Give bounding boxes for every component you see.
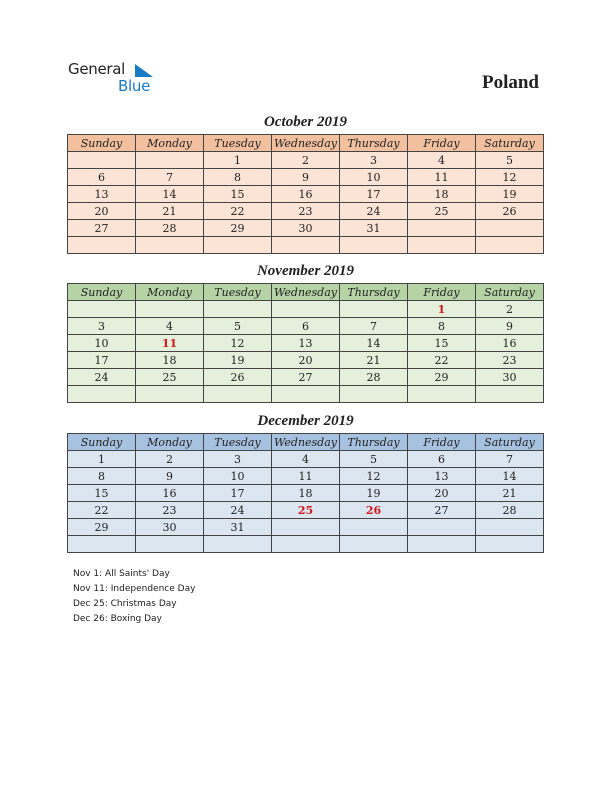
day-cell: 18 (136, 352, 204, 369)
weekday-header: Monday (136, 434, 204, 451)
day-cell: 8 (204, 169, 272, 186)
day-cell (340, 301, 408, 318)
day-cell: 11 (272, 468, 340, 485)
week-row (68, 386, 544, 403)
day-cell: 16 (476, 335, 544, 352)
day-cell (204, 536, 272, 553)
day-cell: 24 (204, 502, 272, 519)
day-cell: 23 (136, 502, 204, 519)
day-cell: 20 (272, 352, 340, 369)
day-cell: 18 (408, 186, 476, 203)
day-cell (272, 519, 340, 536)
day-cell: 22 (204, 203, 272, 220)
day-cell: 6 (408, 451, 476, 468)
day-cell (476, 220, 544, 237)
day-cell: 9 (476, 318, 544, 335)
weekday-header: Tuesday (204, 284, 272, 301)
logo-triangle-icon (133, 64, 155, 78)
month-title: December 2019 (257, 413, 354, 429)
weekday-header-row (68, 135, 544, 152)
logo (68, 60, 168, 98)
day-cell (476, 237, 544, 254)
day-cell: 25 (408, 203, 476, 220)
day-cell: 11 (408, 169, 476, 186)
day-cell: 5 (204, 318, 272, 335)
weekday-header: Wednesday (272, 135, 340, 152)
holiday-note: Dec 26: Boxing Day (73, 614, 162, 624)
week-row (68, 237, 544, 254)
day-cell (340, 519, 408, 536)
day-cell: 19 (476, 186, 544, 203)
week-row (68, 186, 544, 203)
day-cell: 7 (136, 169, 204, 186)
week-row (68, 301, 544, 318)
day-cell: 16 (272, 186, 340, 203)
day-cell: 9 (136, 468, 204, 485)
day-cell: 23 (272, 203, 340, 220)
week-row (68, 169, 544, 186)
weekday-header: Thursday (340, 284, 408, 301)
weekday-header: Friday (408, 135, 476, 152)
day-cell (68, 536, 136, 553)
weekday-header: Sunday (68, 135, 136, 152)
day-cell (340, 536, 408, 553)
day-cell: 26 (204, 369, 272, 386)
day-cell (476, 536, 544, 553)
day-cell: 30 (136, 519, 204, 536)
day-cell (68, 301, 136, 318)
day-cell: 21 (476, 485, 544, 502)
week-row (68, 352, 544, 369)
day-cell: 19 (340, 485, 408, 502)
day-cell: 28 (136, 220, 204, 237)
day-cell: 30 (272, 220, 340, 237)
day-cell: 2 (476, 301, 544, 318)
day-cell: 8 (408, 318, 476, 335)
day-cell: 12 (476, 169, 544, 186)
day-cell: 17 (68, 352, 136, 369)
day-cell: 19 (204, 352, 272, 369)
day-cell: 7 (340, 318, 408, 335)
month-december (67, 411, 544, 553)
day-cell: 13 (272, 335, 340, 352)
day-cell (340, 237, 408, 254)
day-cell: 8 (68, 468, 136, 485)
day-cell (272, 237, 340, 254)
country-title: Poland (481, 72, 539, 93)
weekday-header: Tuesday (204, 135, 272, 152)
day-cell: 21 (340, 352, 408, 369)
day-cell: 5 (340, 451, 408, 468)
week-row (68, 152, 544, 169)
day-cell (408, 220, 476, 237)
day-cell (68, 237, 136, 254)
day-cell: 30 (476, 369, 544, 386)
day-cell: 7 (476, 451, 544, 468)
day-cell: 22 (68, 502, 136, 519)
calendar-grid (67, 134, 544, 254)
day-cell: 10 (68, 335, 136, 352)
weekday-header: Friday (408, 284, 476, 301)
weekday-header: Sunday (68, 284, 136, 301)
day-cell: 17 (204, 485, 272, 502)
day-cell (136, 152, 204, 169)
day-cell: 26 (476, 203, 544, 220)
day-cell: 27 (68, 220, 136, 237)
day-cell: 10 (340, 169, 408, 186)
day-cell (136, 536, 204, 553)
day-cell: 9 (272, 169, 340, 186)
month-november (67, 261, 544, 403)
day-cell: 31 (340, 220, 408, 237)
day-cell: 25 (136, 369, 204, 386)
day-cell: 12 (340, 468, 408, 485)
weekday-header: Thursday (340, 434, 408, 451)
day-cell (204, 237, 272, 254)
day-cell: 28 (340, 369, 408, 386)
day-cell: 4 (136, 318, 204, 335)
week-row (68, 220, 544, 237)
day-cell (204, 386, 272, 403)
day-cell: 14 (136, 186, 204, 203)
day-cell: 23 (476, 352, 544, 369)
weekday-header: Friday (408, 434, 476, 451)
week-row (68, 318, 544, 335)
day-cell: 1 (204, 152, 272, 169)
weekday-header: Wednesday (272, 284, 340, 301)
day-cell: 29 (408, 369, 476, 386)
day-cell: 27 (272, 369, 340, 386)
week-row (68, 536, 544, 553)
day-cell: 11 (136, 335, 204, 352)
day-cell (408, 237, 476, 254)
week-row (68, 485, 544, 502)
holiday-note: Dec 25: Christmas Day (73, 599, 177, 609)
day-cell: 24 (340, 203, 408, 220)
day-cell: 6 (68, 169, 136, 186)
week-row (68, 369, 544, 386)
weekday-header: Monday (136, 284, 204, 301)
calendar-grid (67, 433, 544, 553)
day-cell: 3 (204, 451, 272, 468)
day-cell (272, 301, 340, 318)
week-row (68, 335, 544, 352)
week-row (68, 468, 544, 485)
day-cell: 15 (204, 186, 272, 203)
day-cell: 12 (204, 335, 272, 352)
day-cell (340, 386, 408, 403)
day-cell: 28 (476, 502, 544, 519)
week-row (68, 502, 544, 519)
holiday-note: Nov 11: Independence Day (73, 584, 196, 594)
month-title: October 2019 (264, 114, 347, 130)
logo-text-blue: Blue (118, 77, 150, 95)
day-cell: 14 (340, 335, 408, 352)
day-cell: 5 (476, 152, 544, 169)
day-cell: 16 (136, 485, 204, 502)
week-row (68, 451, 544, 468)
day-cell: 13 (408, 468, 476, 485)
weekday-header: Thursday (340, 135, 408, 152)
weekday-header: Saturday (476, 434, 544, 451)
weekday-header: Saturday (476, 284, 544, 301)
week-row (68, 203, 544, 220)
weekday-header: Tuesday (204, 434, 272, 451)
day-cell: 27 (408, 502, 476, 519)
day-cell: 3 (340, 152, 408, 169)
day-cell (68, 386, 136, 403)
month-title: November 2019 (256, 263, 355, 279)
day-cell: 18 (272, 485, 340, 502)
day-cell (408, 536, 476, 553)
day-cell: 4 (272, 451, 340, 468)
day-cell: 20 (408, 485, 476, 502)
day-cell: 17 (340, 186, 408, 203)
day-cell: 26 (340, 502, 408, 519)
calendar-grid (67, 283, 544, 403)
day-cell: 6 (272, 318, 340, 335)
logo-text-general: General (68, 60, 126, 78)
day-cell (476, 386, 544, 403)
day-cell: 10 (204, 468, 272, 485)
weekday-header: Sunday (68, 434, 136, 451)
day-cell (136, 301, 204, 318)
day-cell (408, 386, 476, 403)
holiday-note: Nov 1: All Saints' Day (73, 569, 170, 579)
day-cell: 29 (68, 519, 136, 536)
weekday-header-row (68, 284, 544, 301)
day-cell: 24 (68, 369, 136, 386)
weekday-header: Monday (136, 135, 204, 152)
day-cell: 13 (68, 186, 136, 203)
day-cell: 20 (68, 203, 136, 220)
day-cell (272, 536, 340, 553)
day-cell: 2 (136, 451, 204, 468)
day-cell: 2 (272, 152, 340, 169)
day-cell: 3 (68, 318, 136, 335)
day-cell (272, 386, 340, 403)
day-cell: 1 (68, 451, 136, 468)
day-cell: 25 (272, 502, 340, 519)
day-cell: 14 (476, 468, 544, 485)
weekday-header: Saturday (476, 135, 544, 152)
day-cell (136, 386, 204, 403)
weekday-header-row (68, 434, 544, 451)
day-cell: 15 (68, 485, 136, 502)
week-row (68, 519, 544, 536)
day-cell: 15 (408, 335, 476, 352)
day-cell (136, 237, 204, 254)
day-cell (204, 301, 272, 318)
day-cell (68, 152, 136, 169)
day-cell: 22 (408, 352, 476, 369)
month-october (67, 112, 544, 254)
holiday-list (73, 567, 195, 627)
day-cell (476, 519, 544, 536)
day-cell (408, 519, 476, 536)
day-cell: 1 (408, 301, 476, 318)
day-cell: 4 (408, 152, 476, 169)
day-cell: 21 (136, 203, 204, 220)
day-cell: 31 (204, 519, 272, 536)
weekday-header: Wednesday (272, 434, 340, 451)
day-cell: 29 (204, 220, 272, 237)
